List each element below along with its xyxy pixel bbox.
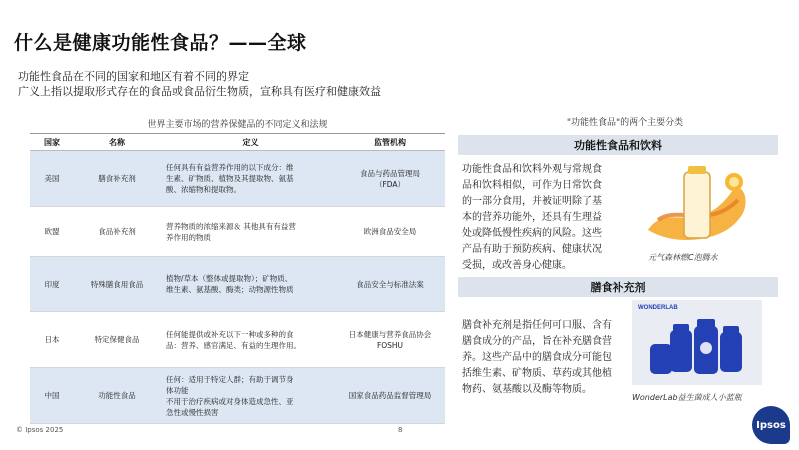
cell-country: 中国 xyxy=(44,391,60,400)
table-row xyxy=(30,151,445,207)
supplement-product-caption: WonderLab益生菌成人小蓝瓶 xyxy=(632,393,742,402)
cell-definition: 营养物质的浓缩来源＆ 其他具有有益营 养作用的物质 xyxy=(166,221,296,242)
header-country: 国家 xyxy=(44,137,60,147)
cell-regulator: 食品与药品管理局 （FDA） xyxy=(360,168,420,189)
page-title: 什么是健康功能性食品？——全球 xyxy=(14,32,307,54)
ipsos-logo: Ipsos xyxy=(752,406,790,444)
table-row xyxy=(30,207,445,257)
cell-country: 美国 xyxy=(44,174,60,183)
table-row xyxy=(30,257,445,312)
cell-name: 特殊膳食用食品 xyxy=(90,279,144,289)
section-title-dietary-supplement: 膳食补充剂 xyxy=(458,277,778,297)
cell-country: 欧盟 xyxy=(44,227,60,236)
regulation-table xyxy=(30,133,445,424)
header-regulator: 监管机构 xyxy=(374,137,406,147)
table-row xyxy=(30,312,445,368)
header-definition: 定义 xyxy=(242,137,259,147)
cell-name: 食品补充剂 xyxy=(98,227,136,236)
drink-product-image xyxy=(638,160,760,250)
cell-name: 功能性食品 xyxy=(98,391,136,400)
cell-definition: 任何具有有益营养作用的以下成分：维 生素、矿物质、植物及其提取物、氨基 酸、浓缩物和提取物。 xyxy=(166,163,294,194)
cell-definition: 植物/草本（整体或提取物）；矿物质、 维生素、氨基酸、酶类；动物源性物质 xyxy=(166,274,294,294)
section-text-dietary-supplement: 膳食补充剂是指任何可口服、含有 膳食成分的产品，旨在补充膳食营 养。这些产品中的膳食成分可能包 括维生素、矿物质、草药或其他植 物药、氨基酸以及酶等物质。 xyxy=(462,320,612,395)
cell-regulator: 食品安全与标准法案 xyxy=(356,279,424,289)
categories-caption: "功能性食品"的两个主要分类 xyxy=(566,118,684,128)
table-header xyxy=(30,133,445,151)
cell-regulator: 日本健康与营养食品协会 FOSHU xyxy=(348,329,432,350)
table-row xyxy=(30,368,445,424)
cell-regulator: 欧洲食品安全局 xyxy=(363,227,417,236)
cell-regulator: 国家食品药品监督管理局 xyxy=(348,391,432,400)
supplement-brand-label: WONDERLAB xyxy=(638,305,678,311)
section-text-functional-food: 功能性食品和饮料外观与常规食 品和饮料相似，可作为日常饮食 的一部分食用，并被证明除了基 本的营养功能外，还具有生理益 处或降低慢性疾病的风险。这些 产品有助于预防疾病、健康状况 受损，或改善身心健康。 xyxy=(462,164,602,271)
header-name: 名称 xyxy=(109,137,125,147)
subtitle-2: 广义上指以提取形式存在的食品或食品衍生物质，宣称具有医疗和健康效益 xyxy=(18,85,381,98)
cell-name: 特定保健食品 xyxy=(94,335,140,344)
subtitle-1: 功能性食品在不同的国家和地区有着不同的界定 xyxy=(18,70,249,83)
cell-definition: 任何能提供或补充以下一种或多种的食 品：营养、感官满足、有益的生理作用。 xyxy=(166,329,301,350)
cell-definition: 任何：适用于特定人群；有助于调节身 体功能 不用于治疗疾病或对身体造成急性、亚 急性或慢性损害 xyxy=(166,374,294,417)
page-number: 8 xyxy=(398,426,403,434)
section-title-functional-food: 功能性食品和饮料 xyxy=(458,135,778,155)
cell-name: 膳食补充剂 xyxy=(98,174,136,183)
drink-product-caption: 元气森林燃C泡腾水 xyxy=(648,253,718,262)
supplement-product-illustration xyxy=(632,300,762,385)
supplement-product-image xyxy=(632,300,762,385)
table-caption: 世界主要市场的营养保健品的不同定义和法规 xyxy=(147,120,328,130)
drink-product-illustration xyxy=(638,160,760,250)
copyright: © Ipsos 2025 xyxy=(16,426,64,434)
cell-country: 印度 xyxy=(44,279,60,289)
cell-country: 日本 xyxy=(44,335,60,344)
